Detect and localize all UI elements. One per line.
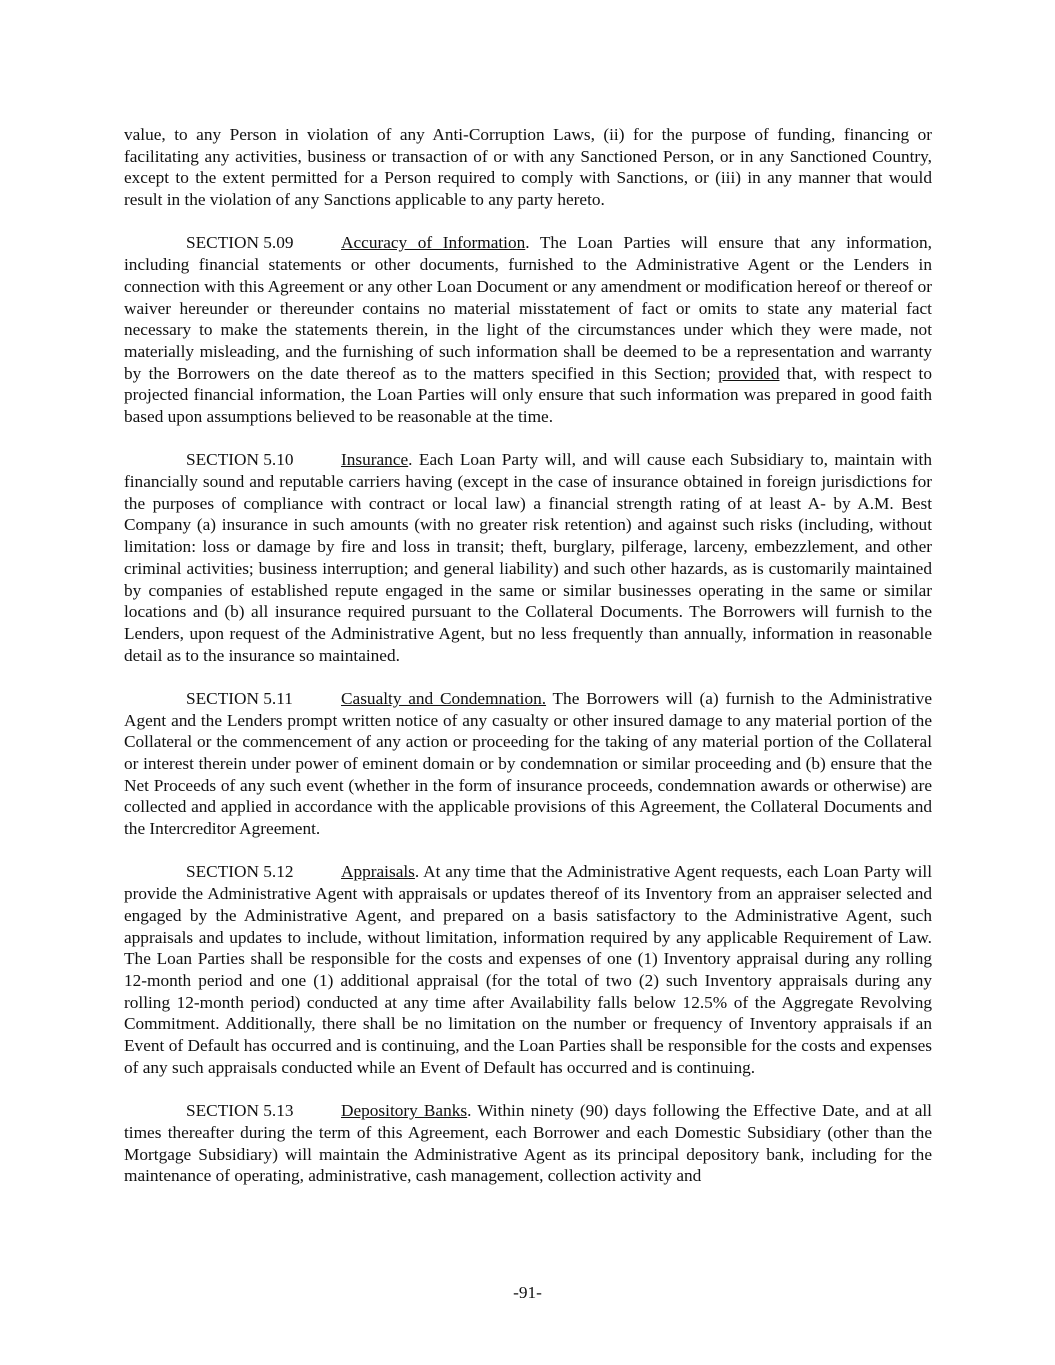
document-page bbox=[124, 124, 932, 1209]
section-5-13 bbox=[124, 1100, 932, 1187]
section-number: SECTION 5.10 bbox=[186, 450, 294, 470]
section-5-11 bbox=[124, 688, 932, 840]
section-number: SECTION 5.13 bbox=[186, 1101, 294, 1121]
intro-text: value, to any Person in violation of any Anti-Corruption Laws, (ii) for the purpose of funding, financing or facilitating any activities, business or transaction of or with any Sanctioned Person, or in any Sanctioned Country, except to the extent permitted for a Person required to comply with Sanctions, or (iii) in any manner that would result in the violation of any Sanctions applicable to any party hereto. bbox=[124, 125, 932, 210]
section-body: . The Loan Parties will ensure that any information, including financial statements or other documents, furnished to the Administrative Agent or the Lenders in connection with this Agreement or any other Loan Document or any amendment or modification hereof or thereof or waiver hereunder or thereunder contains no material misstatement of fact or omits to state any material fact necessary to make the statements therein, in the light of the circumstances under which they were made, not materially misleading, and the furnishing of such information shall be deemed to be a representation and warranty by the Borrowers on the date thereof as to the matters specified in this Section; bbox=[124, 233, 932, 383]
section-number: SECTION 5.12 bbox=[186, 862, 294, 882]
section-body: . Each Loan Party will, and will cause each Subsidiary to, maintain with financially sound and reputable carriers having (except in the case of insurance obtained in foreign jurisdictions for the purposes of compliance with contract or local law) a financial strength rating of at least A- by A.M. Best Company (a) insurance in such amounts (with no greater risk retention) and against such risks (including, without limitation: loss or damage by fire and loss in transit; theft, burglary, pilferage, larceny, embezzlement, and other criminal activities; business interruption; and general liability) and such other hazards, as is customarily maintained by companies of established repute engaged in the same or similar businesses operating in the same or similar locations and (b) all insurance required pursuant to the Collateral Documents. The Borrowers will furnish to the Lenders, upon request of the Administrative Agent, but no less frequently than annually, information in reasonable detail as to the insurance so maintained. bbox=[124, 450, 932, 665]
section-heading: Casualty and Condemnation. bbox=[341, 688, 547, 708]
provided-term: provided bbox=[718, 363, 780, 383]
section-5-09 bbox=[124, 232, 932, 427]
section-number: SECTION 5.09 bbox=[186, 233, 294, 253]
section-body-continued: that, with respect to projected financial information, the Loan Parties will only ensure that such information was prepared in good faith based upon assumptions believed to be reasonable at the time. bbox=[124, 363, 932, 427]
intro-paragraph bbox=[124, 124, 932, 211]
section-5-10 bbox=[124, 449, 932, 666]
section-heading: Depository Banks bbox=[341, 1101, 468, 1121]
section-heading: Appraisals bbox=[341, 862, 415, 882]
section-heading: Insurance bbox=[341, 450, 409, 470]
section-body: . Within ninety (90) days following the Effective Date, and at all times thereafter during the term of this Agreement, each Borrower and each Domestic Subsidiary (other than the Mortgage Subsidiary) will maintain the Administrative Agent as its principal depository bank, including for the maintenance of operating, administrative, cash management, collection activity and bbox=[124, 1101, 932, 1186]
section-heading: Accuracy of Information bbox=[341, 233, 526, 253]
section-body: . At any time that the Administrative Agent requests, each Loan Party will provide the Administrative Agent with appraisals or updates thereof of its Inventory from an appraiser selected and engaged by the Administrative Agent, and prepared on a basis satisfactory to the Administrative Agent, such appraisals and updates to include, without limitation, information required by any applicable Requirement of Law. The Loan Parties shall be responsible for the costs and expenses of one (1) Inventory appraisal during any rolling 12-month period and one (1) additional appraisal (for the total of two (2) such Inventory appraisals during any rolling 12-month period) conducted at any time after Availability falls below 12.5% of the Aggregate Revolving Commitment. Additionally, there shall be no limitation on the number or frequency of Inventory appraisals if an Event of Default has occurred and is continuing, and the Loan Parties shall be responsible for the costs and expenses of any such appraisals conducted while an Event of Default has occurred and is continuing. bbox=[124, 862, 932, 1077]
section-body: The Borrowers will (a) furnish to the Administrative Agent and the Lenders prompt written notice of any casualty or other insured damage to any material portion of the Collateral or the commencement of any action or proceeding for the taking of any material portion of the Collateral or interest therein under power of eminent domain or by condemnation or similar proceeding and (b) ensure that the Net Proceeds of any such event (whether in the form of insurance proceeds, condemnation awards or otherwise) are collected and applied in accordance with the applicable provisions of this Agreement, the Collateral Documents and the Intercreditor Agreement. bbox=[124, 688, 932, 839]
section-5-12 bbox=[124, 861, 932, 1078]
section-number: SECTION 5.11 bbox=[186, 688, 293, 708]
page-number: -91- bbox=[513, 1283, 542, 1302]
